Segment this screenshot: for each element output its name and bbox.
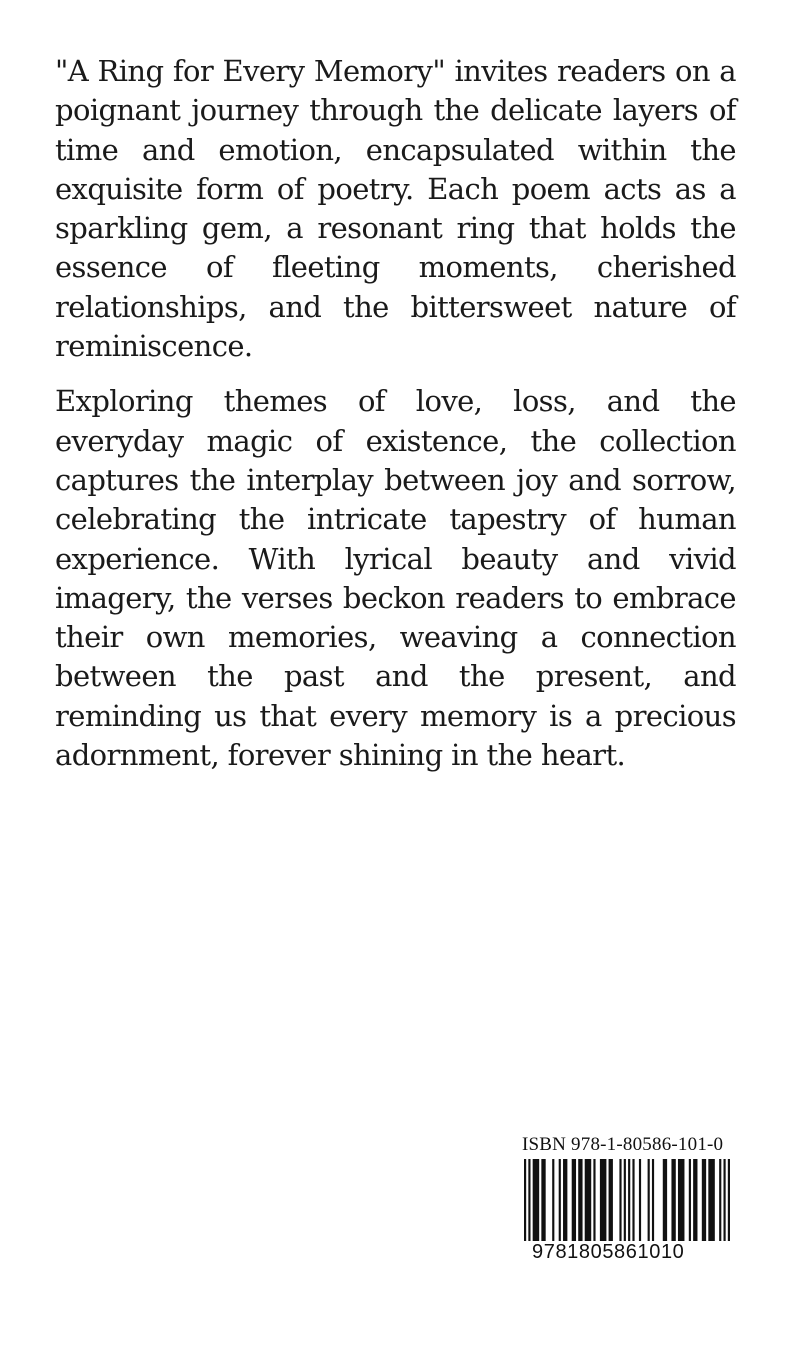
barcode-bar-14 (624, 1159, 626, 1241)
barcode-bar-3 (541, 1159, 545, 1241)
barcode-bar-4 (552, 1159, 554, 1241)
isbn-label: ISBN 978-1-80586-101-0 (522, 1134, 724, 1155)
barcode-bar-5 (559, 1159, 561, 1241)
barcode-bar-25 (702, 1159, 706, 1241)
barcode-bar-0 (524, 1159, 526, 1241)
barcode-bar-1 (528, 1159, 530, 1241)
barcode-bar-24 (693, 1159, 697, 1241)
barcode-bar-8 (578, 1159, 582, 1241)
barcode-bar-2 (533, 1159, 540, 1241)
book-description (55, 52, 736, 791)
barcode-bar-21 (671, 1159, 675, 1241)
barcode-digits: 9781805861010 (532, 1241, 685, 1263)
barcode-bars (524, 1159, 730, 1241)
barcode-bar-22 (678, 1159, 685, 1241)
barcode-bar-10 (593, 1159, 595, 1241)
barcode-bar-7 (572, 1159, 576, 1241)
description-paragraph-2: Exploring themes of love, loss, and the everyday magic of existence, the collection captures the interplay between joy and sorrow, celebrating the intricate tapestry of human experience. With lyrical beauty and vivid imagery, the verses beckon readers to embrace their own memories, weaving a connection between the past and the present, and reminding us that every memory is a precious adornment, forever shining in the heart. (55, 384, 736, 773)
isbn-barcode-block (522, 1128, 734, 1276)
barcode-bar-19 (652, 1159, 654, 1241)
barcode-bar-12 (609, 1159, 613, 1241)
barcode-bar-26 (708, 1159, 715, 1241)
barcode-bar-15 (628, 1159, 630, 1241)
barcode-bar-27 (719, 1159, 721, 1241)
barcode-bar-28 (723, 1159, 725, 1241)
barcode-bar-16 (632, 1159, 634, 1241)
barcode-bar-29 (728, 1159, 730, 1241)
barcode-bar-6 (563, 1159, 567, 1241)
barcode-bar-23 (689, 1159, 691, 1241)
description-paragraph-1: "A Ring for Every Memory" invites readers on a poignant journey through the delicate layers of time and emotion, encapsulated within the exquisite form of poetry. Each poem acts as a sparkling gem, a resonant ring that holds the essence of fleeting moments, cherished relationships, and the bittersweet nature of reminiscence. (55, 54, 736, 364)
barcode-bar-9 (585, 1159, 592, 1241)
barcode-bar-18 (648, 1159, 650, 1241)
barcode-bar-20 (663, 1159, 667, 1241)
barcode-bar-11 (600, 1159, 607, 1241)
barcode-bar-13 (619, 1159, 621, 1241)
barcode-bar-17 (639, 1159, 641, 1241)
